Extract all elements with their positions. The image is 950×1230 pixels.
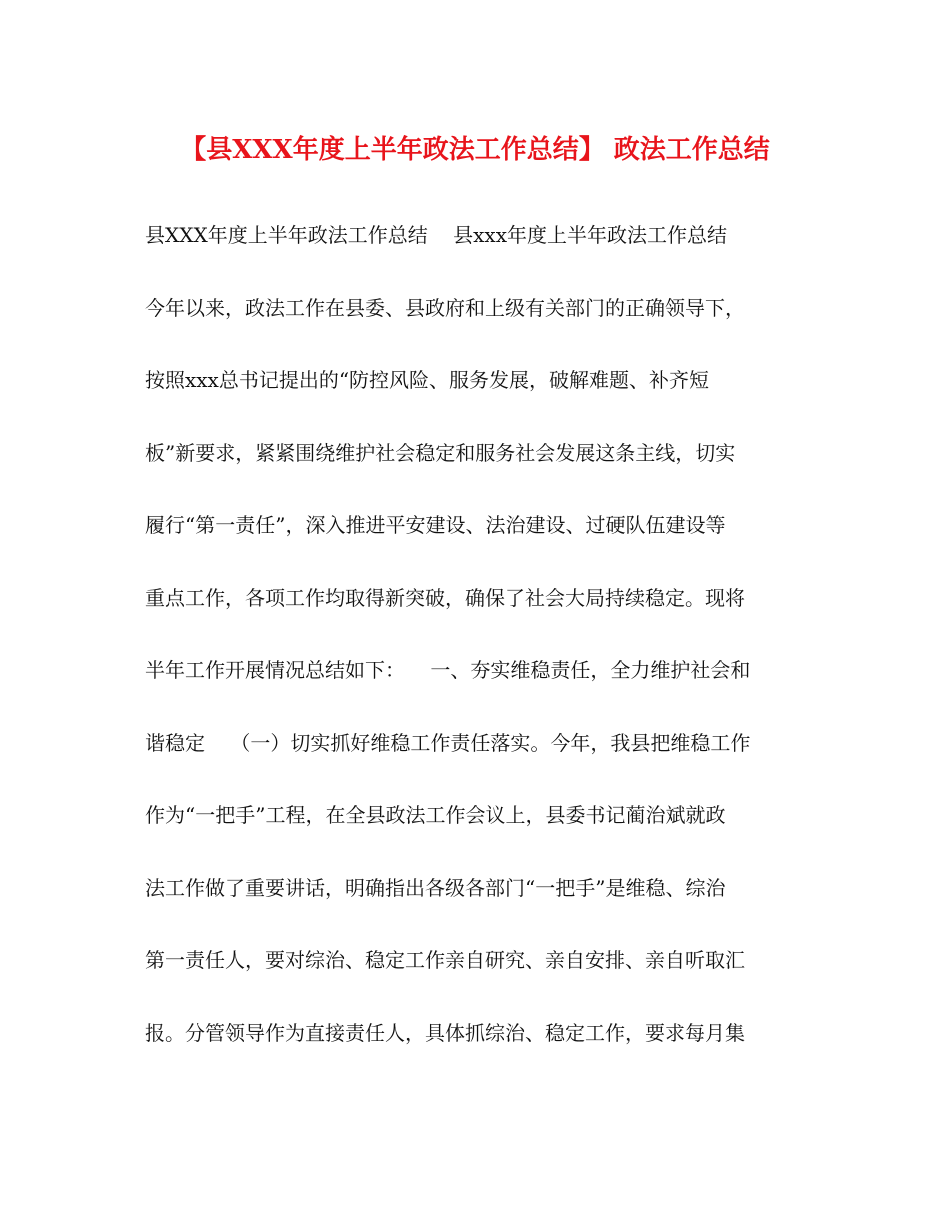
body-line: 履行“第一责任”，深入推进平安建设、法治建设、过硬队伍建设等 [145, 513, 726, 537]
document-body [145, 211, 805, 1081]
body-line: 第一责任人，要对综治、稳定工作亲自研究、亲自安排、亲自听取汇 [145, 948, 745, 972]
body-line: 半年工作开展情况总结如下： 一、夯实维稳责任，全力维护社会和 [145, 658, 751, 682]
body-line: 县XXX年度上半年政法工作总结 县xxx年度上半年政法工作总结 [145, 223, 727, 247]
body-line: 今年以来，政法工作在县委、县政府和上级有关部门的正确领导下， [145, 295, 745, 320]
body-line: 谐稳定 （一）切实抓好维稳工作责任落实。今年，我县把维稳工作 [145, 730, 751, 755]
body-line: 板”新要求，紧紧围绕维护社会稳定和服务社会发展这条主线，切实 [145, 440, 736, 465]
body-line: 法工作做了重要讲话，明确指出各级各部门“一把手”是维稳、综治 [145, 875, 726, 900]
body-line: 作为“一把手”工程，在全县政法工作会议上，县委书记蔺治斌就政 [145, 803, 726, 827]
document-title: 【县XXX年度上半年政法工作总结】 政法工作总结 [180, 135, 770, 165]
body-line: 按照xxx总书记提出的“防控风险、服务发展，破解难题、补齐短 [145, 368, 710, 392]
body-line: 报。分管领导作为直接责任人，具体抓综治、稳定工作，要求每月集 [145, 1020, 745, 1045]
body-line: 重点工作，各项工作均取得新突破，确保了社会大局持续稳定。现将 [145, 585, 745, 610]
